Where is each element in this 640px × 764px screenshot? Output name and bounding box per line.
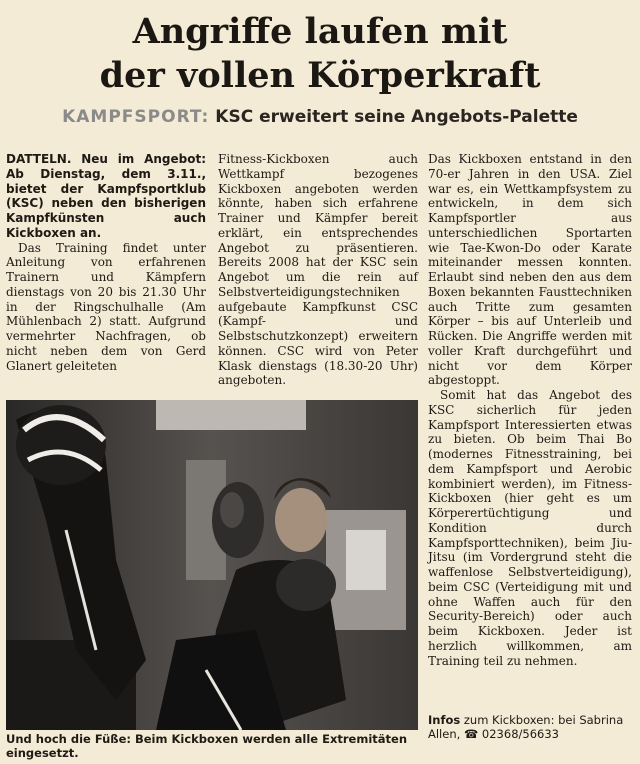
phone-number: 02368/56633 — [481, 727, 559, 741]
headline-line-2: der vollen Körperkraft — [99, 55, 541, 96]
body-paragraph: Fitness-Kickboxen auch Wettkampf bezogenes Kickboxen angeboten werden könnte, haben sich erfahrene Trainer und Kämpfer bereit erklärt, ein entsprechendes Angebot zu präsentieren. Bereits 2008 hat der KSC sein Angebot um die rein auf Selbstverteidigungstechniken aufgebaute Kampfkunst CSC (Kampf- und Selbstschutzkonzept) erweitern können. CSC wird von Peter Klask dienstags (18.30-20 Uhr) angeboten. — [218, 152, 418, 388]
body-paragraph: Das Kickboxen entstand in den 70-er Jahren in den USA. Ziel war es, ein Wettkampfsystem zu entwickeln, in dem sich Kampfsportler aus unterschiedlichen Sportarten wie Tae-Kwon-Do oder Karate miteinander messen konnten. Erlaubt sind neben den aus dem Boxen bekannten Fausttechniken auch Tritte zum gesamten Körper – bis auf Unterleib und Rücken. Die Angriffe werden mit voller Kraft durchgeführt und nicht vor dem Körper abgestoppt. — [428, 152, 632, 388]
lead-text: Neu im Angebot: Ab Dienstag, dem 3.11., bietet der Kampfsportklub (KSC) neben den bisherigen Kampfkünsten auch Kickboxen an. — [6, 152, 207, 240]
photo-illustration — [6, 400, 418, 730]
headline-line-1: Angriffe laufen mit — [132, 11, 508, 52]
photo-caption: Und hoch die Füße: Beim Kickboxen werden alle Extremitäten eingesetzt. — [6, 732, 408, 760]
infos-text: zum Kickboxen: bei Sabrina Allen, — [428, 713, 624, 741]
subheadline — [0, 107, 640, 127]
column-3 — [428, 152, 632, 668]
dateline: DATTELN. — [6, 152, 72, 166]
lead-paragraph — [6, 152, 206, 241]
column-1 — [6, 152, 206, 373]
headline — [0, 10, 640, 98]
column-2 — [218, 152, 418, 388]
kickboxing-photo — [6, 400, 418, 730]
infos-label: Infos — [428, 713, 461, 727]
kicker-label: KAMPFSPORT: — [62, 107, 210, 127]
info-box — [428, 713, 632, 741]
body-paragraph: Somit hat das Angebot des KSC sicherlich für jeden Kampfsport Interessierten etwas zu bieten. Ob beim Thai Bo (modernes Fitnesstraining, bei dem Kampfsport und Aerobic kombiniert werden), im Fitness-Kickboxen (hier geht es um Körperertüchtigung und Kondition durch Kampfsporttechniken), beim Jiu-Jitsu (im Vordergrund steht die waffenlose Selbstverteidigung), beim CSC (Verteidigung mit und ohne Waffen auch für den Security-Bereich) oder auch beim Kickboxen. Jeder ist herzlich willkommen, am Training teil zu nehmen. — [428, 388, 632, 668]
body-paragraph: Das Training findet unter Anleitung von erfahrenen Trainern und Kämpfern dienstags von 20 bis 21.30 Uhr in der Ringschulhalle (Am Mühlenbach 2) statt. Aufgrund vermehrter Nachfragen, ob nicht neben dem von Gerd Glanert geleiteten — [6, 240, 206, 373]
kicker-text: KSC erweitert seine Angebots-Palette — [215, 107, 578, 127]
telephone-icon: ☎ — [463, 727, 479, 741]
